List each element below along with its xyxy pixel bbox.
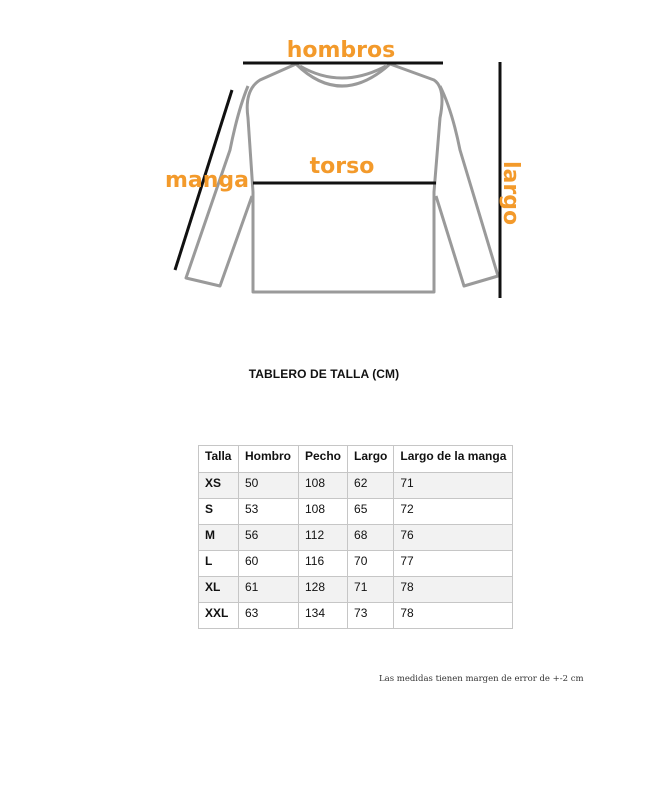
length-label: largo [498,160,523,226]
shoulder-cell: 61 [239,577,299,603]
chest-cell: 134 [299,603,348,629]
chest-cell: 108 [299,499,348,525]
shoulder-cell: 56 [239,525,299,551]
table-row [199,551,513,577]
torso-label: torso [309,154,375,179]
margin-of-error-note: Las medidas tienen margen de error de +-2 cm [379,674,584,684]
chest-cell: 116 [299,551,348,577]
header-size: Talla [199,446,239,473]
size-cell: XXL [199,603,239,629]
size-cell: S [199,499,239,525]
length-cell: 62 [348,473,394,499]
sweater-right-sleeve [436,86,498,286]
size-cell: XS [199,473,239,499]
size-cell: XL [199,577,239,603]
header-length: Largo [348,446,394,473]
size-cell: L [199,551,239,577]
size-table [198,445,513,629]
sleeve-length-cell: 78 [394,603,513,629]
header-chest: Pecho [299,446,348,473]
header-shoulder: Hombro [239,446,299,473]
sleeve-length-cell: 78 [394,577,513,603]
table-row [199,525,513,551]
sleeve-length-cell: 72 [394,499,513,525]
size-cell: M [199,525,239,551]
sweater-diagram-svg [0,0,648,330]
chest-cell: 108 [299,473,348,499]
shoulder-cell: 53 [239,499,299,525]
sweater-measurement-diagram [0,0,648,330]
length-cell: 68 [348,525,394,551]
chest-cell: 112 [299,525,348,551]
table-header-row [199,446,513,473]
length-cell: 65 [348,499,394,525]
shoulders-label: hombros [286,38,396,63]
header-sleeve-length: Largo de la manga [394,446,513,473]
chest-cell: 128 [299,577,348,603]
sleeve-length-cell: 76 [394,525,513,551]
shoulder-cell: 63 [239,603,299,629]
shoulder-cell: 60 [239,551,299,577]
table-row [199,577,513,603]
sleeve-length-cell: 71 [394,473,513,499]
sleeve-label: manga [164,168,250,193]
page-title: TABLERO DE TALLA (CM) [248,367,400,381]
length-cell: 71 [348,577,394,603]
length-cell: 70 [348,551,394,577]
shoulder-cell: 50 [239,473,299,499]
table-row [199,603,513,629]
length-cell: 73 [348,603,394,629]
table-row [199,499,513,525]
table-row [199,473,513,499]
sleeve-length-cell: 77 [394,551,513,577]
